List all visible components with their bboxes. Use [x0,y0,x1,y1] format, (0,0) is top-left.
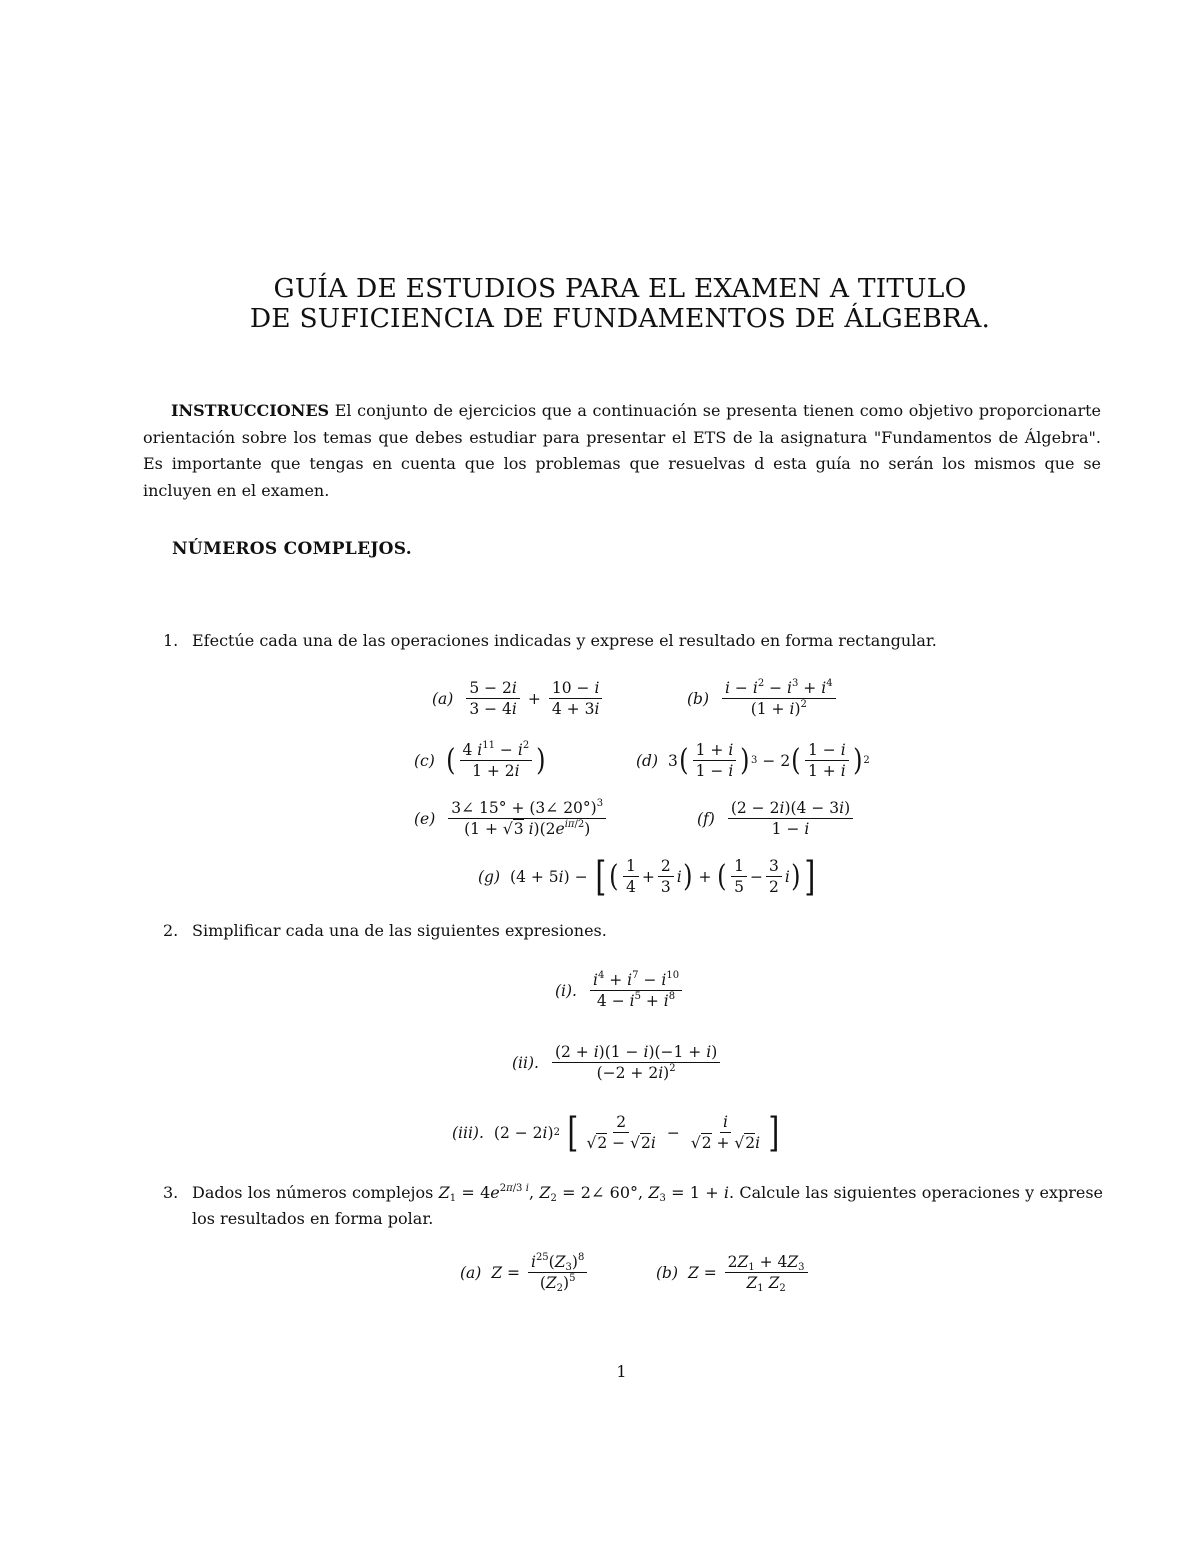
title-line-1: GUÍA DE ESTUDIOS PARA EL EXAMEN A TITULO [273,273,967,304]
question-number: 2. [163,921,179,940]
exercise-1a: (a) $\frac{5 - 2i}{3 - 4i}$ + $\frac{10 - i}{4 + 3i}$ [432,678,605,719]
document-title [0,274,1200,334]
instructions-text: El conjunto de ejercicios que a continuación se presenta tienen como objetivo proporcionarte orientación sobre los temas que debes estudiar para presentar el ETS de la asignatura "Fundamentos de Álgebra". Es importante que tengas en cuenta que los problemas que resuelvas d esta guía no serán los mismos que se incluyen en el examen. [143,401,1102,500]
exercise-label: (f) [697,809,715,828]
exercise-label: (e) [414,809,436,828]
question-2 [163,918,1103,944]
exercise-1e: (e) $\frac{3\angle 15^\circ + (3\angle 20^\circ)^3}{(1 + √3 i)(2e^{i\pi/2})}$ [414,798,609,839]
instructions-label: INSTRUCCIONES [171,401,330,420]
exercise-2i: (i). $\frac{i^4 + i^7 - i^{10}}{4 - i^5 + i^8}$ [555,970,685,1011]
exercise-label: (b) [656,1263,679,1282]
exercise-label: (i). [555,981,577,1000]
exercise-1f: (f) $\frac{(2 - 2i)(4 - 3i)}{1 - i}$ [697,798,856,839]
exercise-label: (c) [414,751,435,770]
section-heading: NÚMEROS COMPLEJOS. [172,539,412,559]
question-3 [163,1180,1103,1232]
instructions-paragraph [143,398,1101,504]
exercise-label: (d) [636,751,659,770]
exercise-label: (ii). [512,1053,539,1072]
exercise-1b: (b) $\frac{i - i^2 - i^3 + i^4}{(1 + i)^2}$ [687,678,839,719]
question-number: 3. [163,1183,179,1202]
exercise-1g: (g) (4 + 5 i ) − [ ( $\frac{1}{4}$ + $\frac{2}{3}$ i ) + ( $\frac{1}{5}$ − $\frac{3}{2}$ i ) ] [478,853,815,900]
question-number: 1. [163,631,179,650]
exercise-3b: (b) Z = $\frac{2Z_1 + 4Z_3}{Z_1 Z_2}$ [656,1252,811,1293]
exercise-3a: (a) Z = $\frac{i^{25}(Z_3)^8}{(Z_2)^5}$ [460,1252,590,1293]
exercise-1d: (d) 3 ( $\frac{1 + i}{1 - i}$ ) 3 − 2 ( $\frac{1 - i}{1 + i}$ ) 2 [636,741,870,780]
question-text: Dados los números complejos $Z_1 = 4e^{2\pi/3 i}$, $Z_2$ = 2∠ 60°, $Z_3 = 1 + i$. Calcule las siguientes operaciones y exprese los resultados en forma polar. [192,1183,1104,1228]
exercise-label: (a) [432,689,454,708]
exercise-2ii: (ii). $\frac{(2 + i)(1 - i)(-1 + i)}{(-2 + 2i)^2}$ [512,1042,723,1083]
exercise-label: (g) [478,867,501,886]
exercise-2iii: (iii). (2 − 2 i ) 2 [ $\frac{2}{√2 - √2i}$ − $\frac{i}{√2 + √2i}$ ] [452,1109,780,1156]
title-line-2: DE SUFICIENCIA DE FUNDAMENTOS DE ÁLGEBRA. [249,303,991,334]
exercise-1c: (c) ( $\frac{4 i^{11} - i^2}{1 + 2i}$ ) [414,740,546,780]
question-1 [163,628,1103,654]
question-text: Efectúe cada una de las operaciones indicadas y exprese el resultado en forma rectangular. [192,631,937,650]
page-number: 1 [616,1362,627,1381]
exercise-label: (a) [460,1263,482,1282]
exercise-label: (b) [687,689,710,708]
exercise-label: (iii). [452,1123,484,1142]
question-text: Simplificar cada una de las siguientes expresiones. [192,921,607,940]
